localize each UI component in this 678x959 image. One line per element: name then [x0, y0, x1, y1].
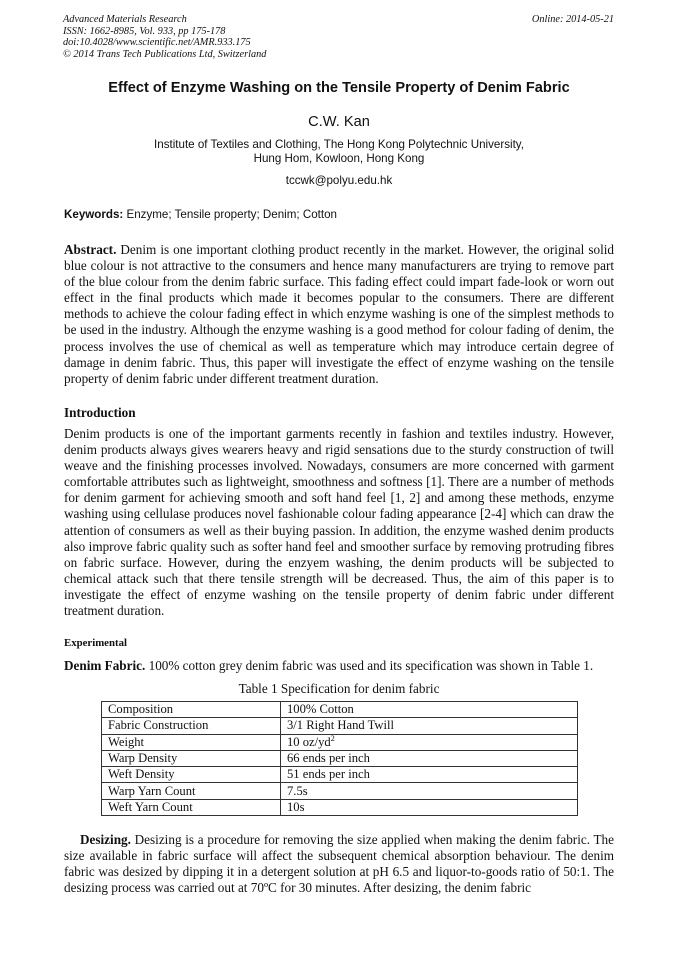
table-cell-property: Weight [102, 734, 281, 750]
doi-line: doi:10.4028/www.scientific.net/AMR.933.175 [63, 37, 251, 49]
table-cell-property: Composition [102, 702, 281, 718]
table-cell-value: 3/1 Right Hand Twill [281, 718, 578, 734]
affiliation [0, 138, 678, 165]
table-cell-value: 66 ends per inch [281, 750, 578, 766]
abstract [64, 242, 614, 387]
introduction-text: Denim products is one of the important garments recently in fashion and textiles industry. However, denim products always gives wearers heavy and rigid sensations due to the sturdy construction of twill weave and the finishing processes involved. Nowadays, consumers are more concerned with garment comfortable attributes such as lightweight, smoothness and softness [1]. There are a number of methods for denim garment for achieving smooth and soft hand feel [1, 2] and among these methods, enzyme washing using cellulase produces novel fashionable colour fading appearance [2-4] which can draw the attention of consumers as well as their buying passion. In addition, the enzyme washed denim products also improve fabric quality such as softer hand feel and smoother surface by removing protruding fibres on fabric surface. However, during the enzyem washing, the denim products will be subjected to chemical attack such that there tensile strength will be decreased. Thus, the aim of this paper is to investigate the effect of enzyme washing on the tensile property of denim fabric under different treatment duration. [64, 426, 614, 619]
journal-header [63, 14, 266, 60]
keywords-label: Keywords: [64, 208, 124, 221]
table-cell-property: Fabric Construction [102, 718, 281, 734]
keywords [64, 208, 337, 221]
author-email: tccwk@polyu.edu.hk [285, 174, 393, 187]
table-row [102, 718, 578, 734]
keywords-text: Enzyme; Tensile property; Denim; Cotton [123, 208, 338, 221]
online-date: Online: 2014-05-21 [531, 14, 614, 25]
copyright-line: © 2014 Trans Tech Publications Ltd, Switzerland [63, 48, 267, 60]
experimental-heading: Experimental [64, 637, 127, 649]
introduction-heading: Introduction [64, 405, 136, 420]
denim-fabric-text: 100% cotton grey denim fabric was used and its specification was shown in Table 1. [145, 658, 594, 673]
table-row [102, 799, 578, 815]
paper-title: Effect of Enzyme Washing on the Tensile Property of Denim Fabric [108, 80, 570, 96]
table-cell-property: Weft Density [102, 767, 281, 783]
weight-value: 10 oz/yd [287, 734, 331, 749]
table-cell-value: 10s [281, 799, 578, 815]
affiliation-line-1: Institute of Textiles and Clothing, The Hong Kong Polytechnic University, [154, 138, 524, 151]
issn-line: ISSN: 1662-8985, Vol. 933, pp 175-178 [63, 25, 226, 37]
table-row [102, 734, 578, 750]
table-row [102, 767, 578, 783]
weight-superscript: 2 [330, 733, 335, 743]
table-cell-property: Warp Yarn Count [102, 783, 281, 799]
table-cell-value: 7.5s [281, 783, 578, 799]
table-caption: Table 1 Specification for denim fabric [238, 681, 440, 696]
table-cell-value [281, 734, 578, 750]
journal-name: Advanced Materials Research [63, 14, 187, 25]
denim-fabric-label: Denim Fabric. [64, 658, 146, 673]
affiliation-line-2: Hung Hom, Kowloon, Hong Kong [253, 151, 425, 165]
abstract-label: Abstract. [64, 242, 117, 257]
table-row [102, 750, 578, 766]
table-cell-value: 51 ends per inch [281, 767, 578, 783]
denim-fabric-paragraph [64, 658, 614, 674]
desizing-label: Desizing. [80, 832, 131, 847]
abstract-text: Denim is one important clothing product recently in the market. However, the original solid blue colour is not attractive to the consumers and hence many manufacturers are trying to remove part of the blue colour from the denim fabric surface. This fading effect could impart fade-look or worn out effect in the final products which made it becomes popular to the consumers. There are different methods to achieve the colour fading effect in which enzyme washing is one of the simplest methods to be used in the industry. Although the enzyme washing is a good method for colour fading of denim, the process involves the use of chemical as well as temperature which may introduce certain degree of damage in denim fabric. Thus, this paper will investigate the effect of enzyme washing on the tensile property of denim fabric under different treatment duration. [64, 242, 614, 386]
table-cell-property: Weft Yarn Count [102, 799, 281, 815]
author-name: C.W. Kan [308, 114, 370, 130]
table-row [102, 783, 578, 799]
table-cell-property: Warp Density [102, 750, 281, 766]
table-cell-value: 100% Cotton [281, 702, 578, 718]
desizing-paragraph [64, 832, 614, 896]
desizing-text: Desizing is a procedure for removing the size applied when making the denim fabric. The size available in fabric surface will affect the subsequent chemical absorption behaviour. The denim fabric was desized by dipping it in a detergent solution at pH 6.5 and liquor-to-goods ratio of 50:1. The desizing process was carried out at 70ºC for 30 minutes. After desizing, the denim fabric [64, 832, 614, 896]
specification-table [101, 701, 578, 816]
table-row [102, 702, 578, 718]
